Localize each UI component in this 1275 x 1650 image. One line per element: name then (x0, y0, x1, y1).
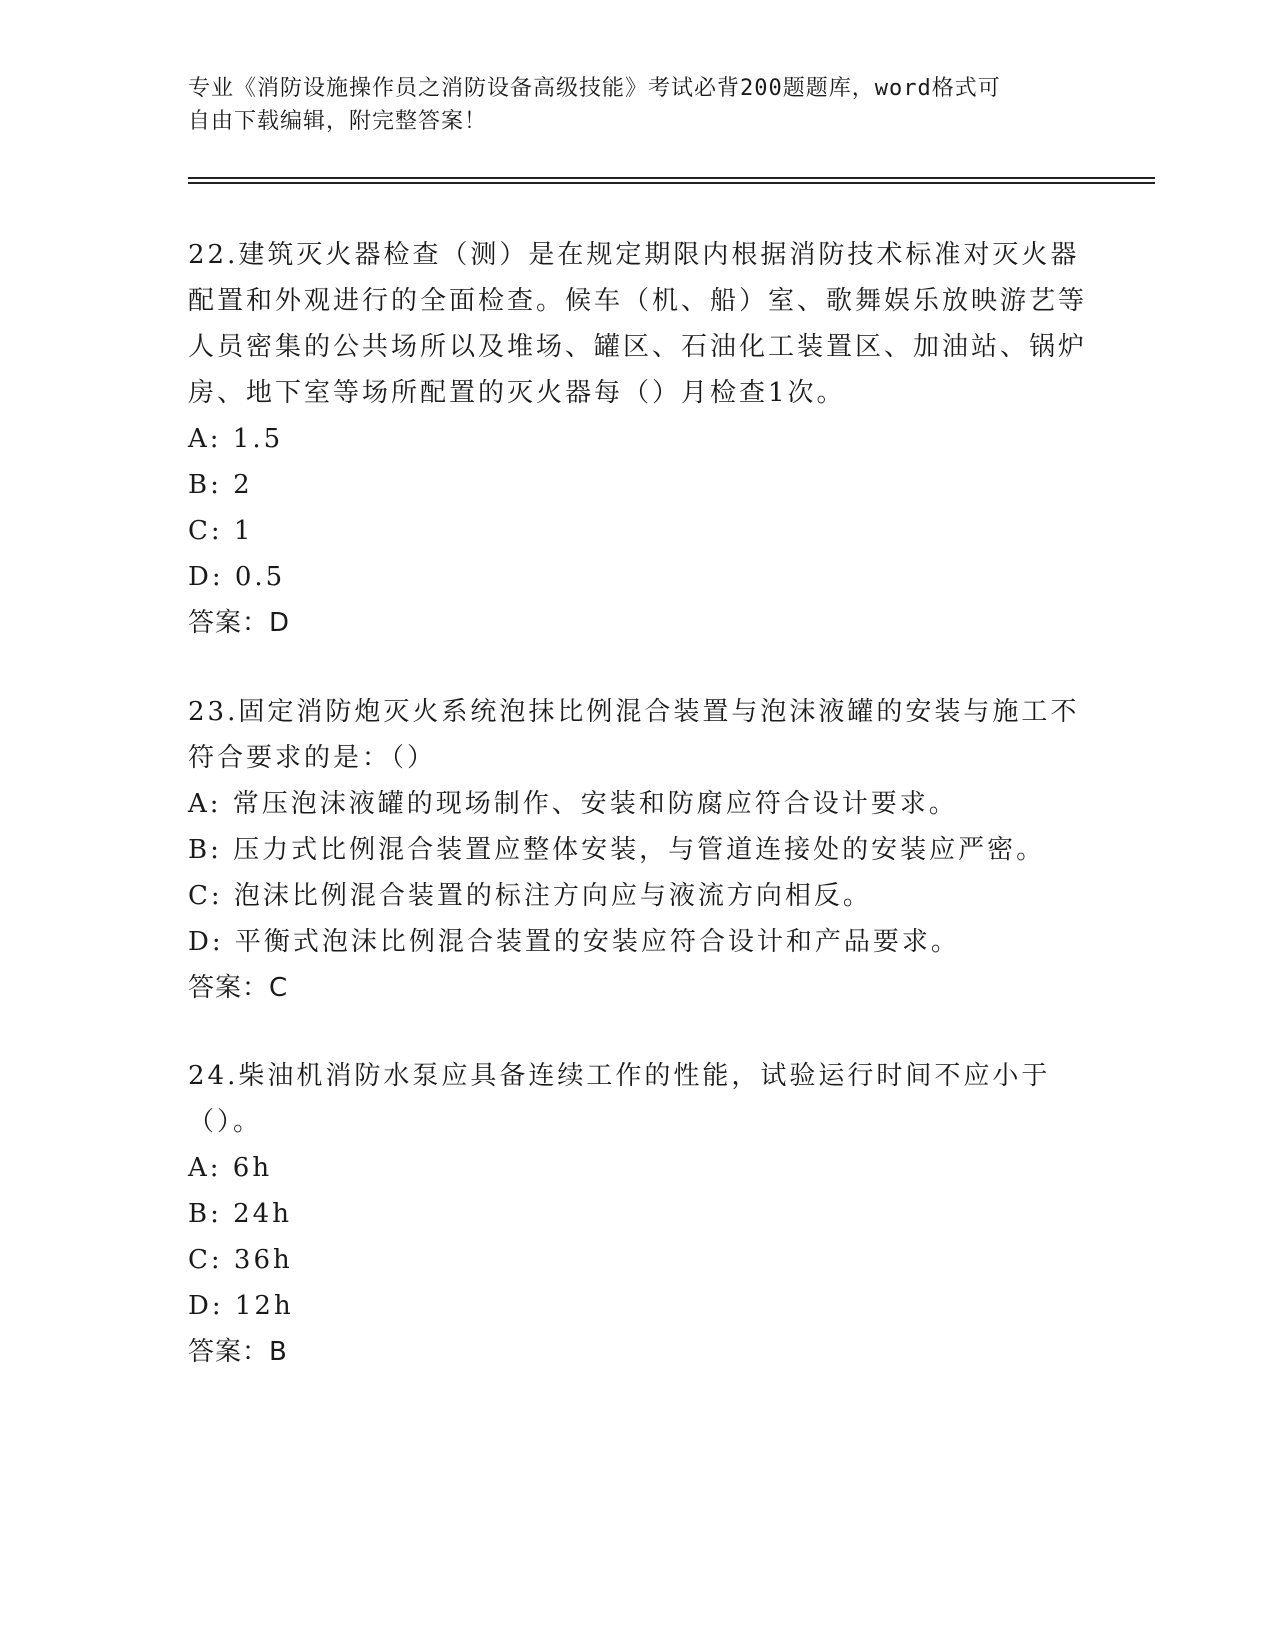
option-d: D: 12h (188, 1291, 294, 1321)
question-22 (188, 232, 1088, 646)
answer-label: 答案：B (188, 1337, 288, 1367)
question-23 (188, 689, 1088, 1011)
header-text-line-1: 专业《消防设施操作员之消防设备高级技能》考试必背200题题库，word格式可 (188, 76, 1001, 101)
option-a: A: 1.5 (188, 424, 284, 454)
option-a: A: 常压泡沫液罐的现场制作、安装和防腐应符合设计要求。 (188, 789, 958, 819)
option-c: C: 泡沫比例混合装置的标注方向应与液流方向相反。 (188, 881, 872, 911)
option-d: D: 平衡式泡沫比例混合装置的安装应符合设计和产品要求。 (188, 927, 960, 957)
option-b: B: 压力式比例混合装置应整体安装，与管道连接处的安装应严密。 (188, 835, 1046, 865)
option-c: C: 36h (188, 1245, 293, 1275)
question-stem: 22.建筑灭火器检查（测）是在规定期限内根据消防技术标准对灭火器配置和外观进行的全面检查。候车（机、船）室、歌舞娱乐放映游艺等人员密集的公共场所以及堆场、罐区、石油化工装置区、加油站、锅炉房、地下室等场所配置的灭火器每（）月检查1次。 (188, 240, 1088, 408)
option-b: B: 2 (188, 470, 253, 500)
option-a: A: 6h (188, 1153, 273, 1183)
answer-label: 答案：C (188, 973, 289, 1003)
answer-label: 答案：D (188, 608, 291, 638)
question-stem: 24.柴油机消防水泵应具备连续工作的性能，试验运行时间不应小于（）。 (188, 1061, 1051, 1137)
option-d: D: 0.5 (188, 562, 286, 592)
option-b: B: 24h (188, 1199, 292, 1229)
header-text-line-2: 自由下载编辑，附完整答案！ (188, 109, 488, 134)
document-header (188, 72, 1068, 138)
option-c: C: 1 (188, 516, 254, 546)
question-stem: 23.固定消防炮灭火系统泡抹比例混合装置与泡沫液罐的安装与施工不符合要求的是：（） (188, 697, 1080, 773)
header-divider-top (188, 177, 1155, 179)
header-divider-bottom (188, 182, 1155, 184)
question-24 (188, 1053, 1088, 1375)
